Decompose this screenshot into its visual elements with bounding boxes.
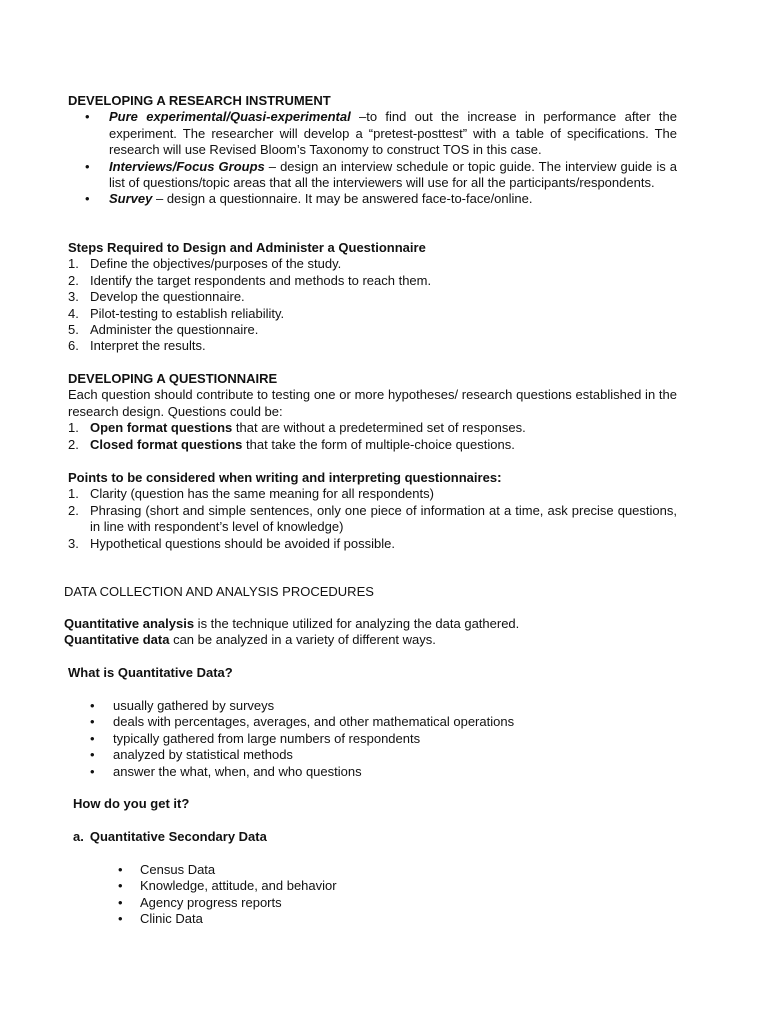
- steps-list: [68, 256, 677, 354]
- description: is the technique utilized for analyzing the data gathered.: [194, 616, 520, 631]
- item-text: Develop the questionnaire.: [90, 289, 245, 305]
- secondary-data-heading: [73, 829, 682, 845]
- term: Interviews/Focus Groups: [109, 158, 265, 174]
- item-number: 1.: [68, 256, 79, 272]
- what-is-list-wrap: [68, 698, 677, 780]
- heading-colon: :: [497, 469, 502, 485]
- quantitative-definitions: [64, 616, 677, 649]
- item-text: Phrasing (short and simple sentences, only one piece of information at a time, ask precise questions, in line with respondent’s level of knowledge): [90, 502, 677, 535]
- list-item: [68, 109, 677, 158]
- section-heading: DEVELOPING A QUESTIONNAIRE: [68, 371, 278, 386]
- section-heading: What is Quantitative Data?: [68, 665, 233, 680]
- section-heading: Steps Required to Design and Administer a Questionnaire: [68, 240, 426, 255]
- list-item: • deals with percentages, averages, and other mathematical operations: [68, 714, 677, 730]
- section-heading: DEVELOPING A RESEARCH INSTRUMENT: [68, 93, 331, 108]
- list-item: [68, 322, 677, 338]
- item-text: Clarity (question has the same meaning for all respondents): [90, 486, 434, 502]
- list-item: • usually gathered by surveys: [68, 698, 677, 714]
- list-item: [68, 273, 677, 289]
- term: Pure experimental/Quasi-experimental: [109, 109, 351, 125]
- term: Survey: [109, 191, 153, 207]
- item-number: 2.: [68, 502, 79, 518]
- section-heading: How do you get it?: [73, 796, 190, 811]
- sub-heading: [73, 829, 682, 845]
- secondary-data-list: [68, 862, 677, 928]
- description: –to find out the increase in performance after the experiment. The researcher will develop a “pretest-posttest” with a table of specifications. The research will use Revised Bloom’s Taxonomy to construct TOS in this case.: [109, 109, 677, 158]
- list-item: [68, 289, 677, 305]
- list-item: • typically gathered from large numbers of respondents: [68, 731, 677, 747]
- section-heading: DATA COLLECTION AND ANALYSIS PROCEDURES: [64, 584, 374, 599]
- item-number: 2.: [68, 272, 79, 288]
- intro-paragraph: Each question should contribute to testing one or more hypotheses/ research questions established in the research design. Questions could be:: [68, 387, 677, 419]
- list-item: [68, 536, 677, 552]
- definition-line: [64, 616, 677, 632]
- points-section: [68, 469, 677, 552]
- description: that are without a predetermined set of responses.: [232, 420, 526, 436]
- list-item: [68, 338, 677, 354]
- item-text: Administer the questionnaire.: [90, 322, 259, 338]
- item-text: Hypothetical questions should be avoided if possible.: [90, 535, 395, 551]
- list-item: [68, 437, 677, 453]
- term: Open format questions: [90, 420, 233, 436]
- what-is-list: [68, 698, 677, 780]
- definition-line: [64, 632, 677, 648]
- list-item: • Census Data: [68, 862, 677, 878]
- data-collection-section: [64, 584, 677, 600]
- item-number: 3.: [68, 535, 79, 551]
- steps-section: [68, 240, 677, 355]
- item-text: Identify the target respondents and methods to reach them.: [90, 272, 432, 288]
- list-item: [68, 306, 677, 322]
- question-format-list: [68, 420, 677, 453]
- list-item: • Clinic Data: [68, 911, 677, 927]
- sub-heading-text: Quantitative Secondary Data: [89, 829, 267, 844]
- term: Quantitative analysis: [64, 616, 195, 631]
- item-number: 1.: [68, 420, 79, 436]
- item-text: Interpret the results.: [90, 338, 206, 354]
- item-number: 5.: [68, 322, 79, 338]
- term: Closed format questions: [90, 436, 243, 452]
- questionnaire-section: [68, 371, 677, 453]
- research-instrument-section: [68, 93, 677, 208]
- list-item: [68, 486, 677, 502]
- secondary-data-list-wrap: [68, 862, 677, 928]
- list-item: • analyzed by statistical methods: [68, 747, 677, 763]
- term: Quantitative data: [64, 632, 170, 648]
- instrument-list: [68, 109, 677, 207]
- list-item: [68, 503, 677, 536]
- item-number: 4.: [68, 305, 79, 321]
- list-item: [68, 420, 677, 436]
- item-number: 6.: [68, 338, 79, 354]
- item-text: Define the objectives/purposes of the study.: [90, 256, 342, 272]
- description: can be analyzed in a variety of different ways.: [169, 632, 436, 648]
- section-heading: [68, 469, 677, 486]
- list-item: [68, 256, 677, 272]
- item-number: 2.: [68, 436, 79, 452]
- item-number: 3.: [68, 289, 79, 305]
- heading-text: Points to be considered when writing and interpreting questionnaires: [68, 470, 498, 485]
- description: that take the form of multiple-choice questions.: [242, 436, 515, 452]
- list-item: • Knowledge, attitude, and behavior: [68, 878, 677, 894]
- list-item: • Agency progress reports: [68, 895, 677, 911]
- what-is-section: [68, 665, 677, 681]
- list-item: [68, 159, 677, 192]
- list-item: • answer the what, when, and who questions: [68, 764, 677, 780]
- points-list: [68, 486, 677, 552]
- how-section: [73, 796, 682, 812]
- list-item: [68, 191, 677, 207]
- item-text: Pilot-testing to establish reliability.: [90, 305, 285, 321]
- item-number: 1.: [68, 486, 79, 502]
- description: – design an interview schedule or topic guide. The interview guide is a list of questions/topic areas that all the interviewers will use for all the participants/respondents.: [109, 158, 677, 191]
- sub-label: a.: [73, 829, 84, 844]
- description: – design a questionnaire. It may be answered face-to-face/online.: [152, 191, 533, 207]
